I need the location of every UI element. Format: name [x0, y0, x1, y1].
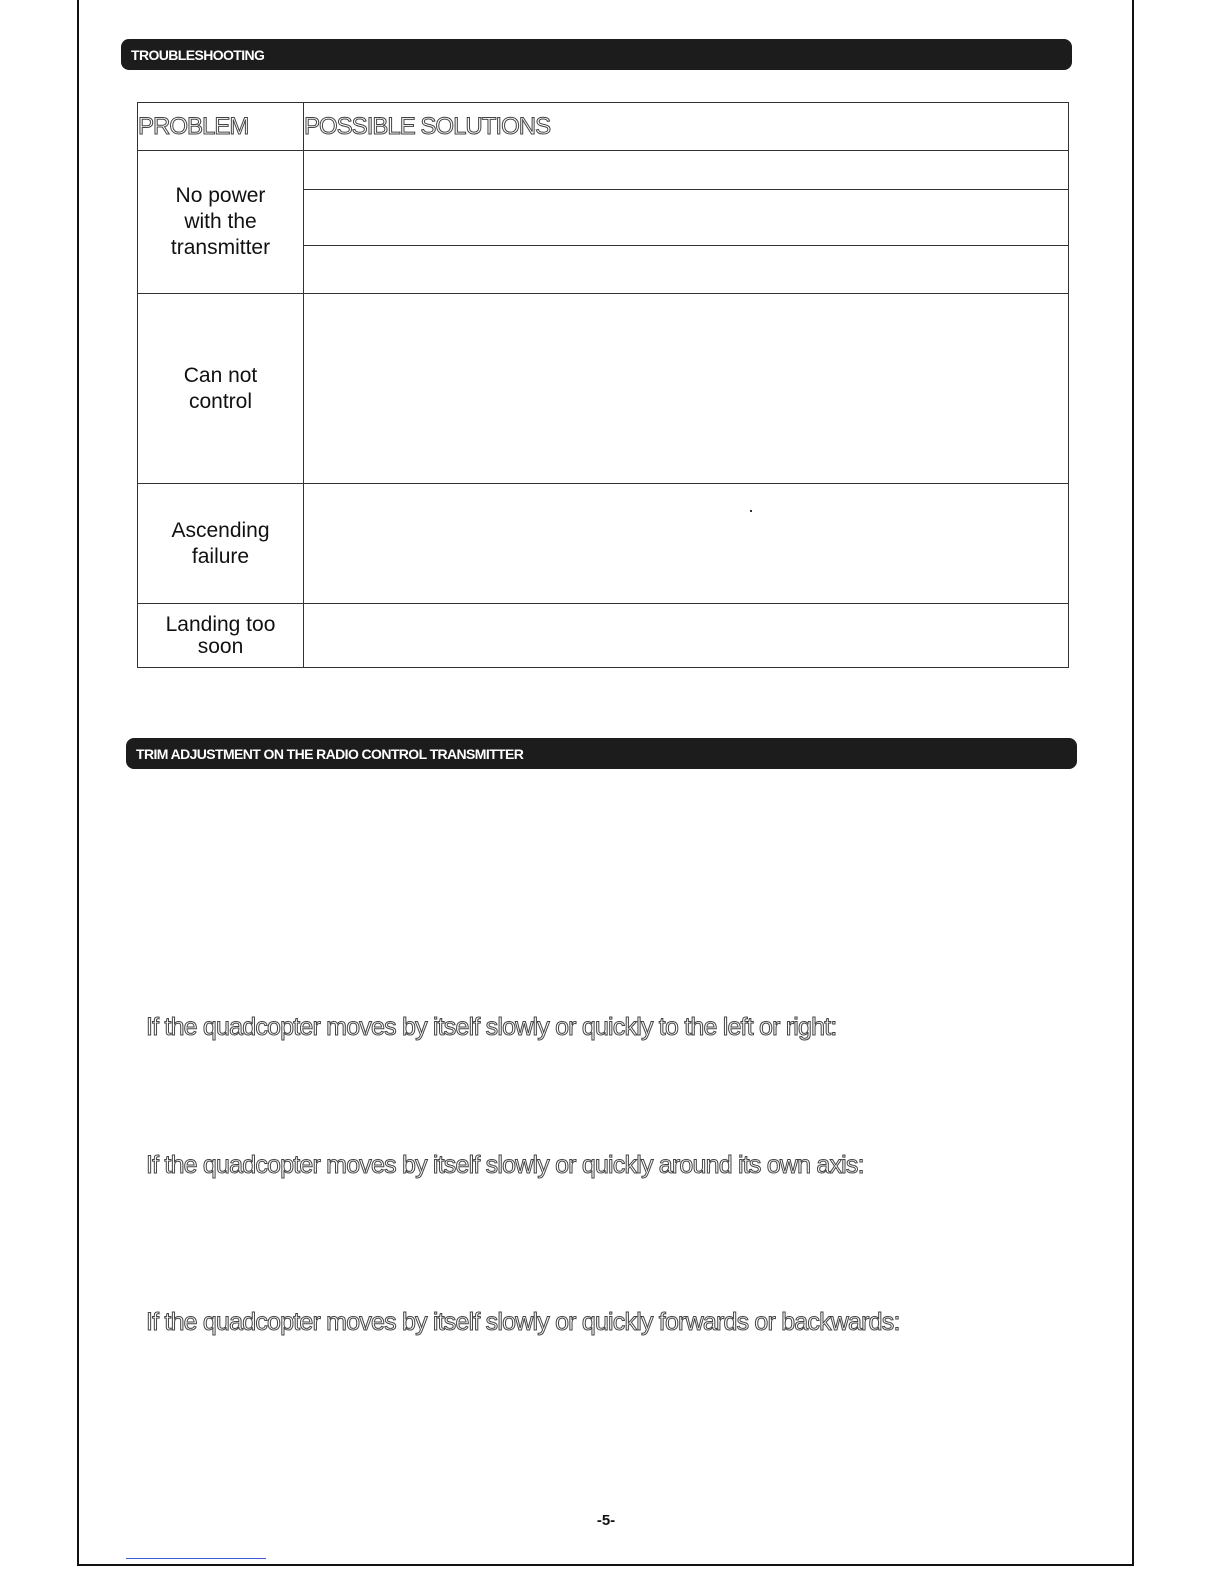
problem-no-power	[138, 151, 304, 294]
problem-line: Ascending	[171, 518, 270, 542]
problem-line: with the	[184, 210, 257, 233]
page-number: -5-	[596, 1512, 616, 1529]
solution-cell	[304, 294, 1069, 484]
trim-forwards-backwards-heading: If the quadcopter moves by itself slowly or quickly forwards or backwards:	[146, 1308, 900, 1336]
problem-line: control	[188, 389, 253, 413]
troubleshooting-title: TROUBLESHOOTING	[131, 46, 265, 63]
table-row	[138, 294, 1069, 484]
trim-left-right-heading: If the quadcopter moves by itself slowly or quickly to the left or right:	[146, 1013, 837, 1041]
problem-line: soon	[197, 634, 244, 658]
problem-landing-too-soon	[138, 604, 304, 668]
table-row	[138, 604, 1069, 668]
problem-line: transmitter	[170, 236, 271, 259]
problem-line: Landing too	[165, 612, 276, 636]
header-solutions: POSSIBLE SOLUTIONS	[304, 103, 1069, 151]
troubleshooting-section-header	[121, 39, 1072, 70]
table-row	[138, 484, 1069, 604]
trim-own-axis-heading: If the quadcopter moves by itself slowly or quickly around its own axis:	[146, 1151, 864, 1179]
solution-cell	[304, 151, 1069, 190]
problem-ascending-failure	[138, 484, 304, 604]
solution-cell	[304, 246, 1069, 294]
table-header-row	[138, 103, 1069, 151]
trim-section-header	[126, 738, 1077, 769]
header-problem: PROBLEM	[138, 103, 304, 151]
troubleshooting-table	[137, 102, 1069, 668]
solution-cell	[304, 190, 1069, 246]
solution-cell	[304, 484, 1069, 604]
problem-line: Can not	[183, 363, 258, 387]
problem-can-not-control	[138, 294, 304, 484]
table-row	[138, 151, 1069, 190]
stray-dot	[750, 510, 752, 512]
problem-line: failure	[191, 544, 250, 568]
footer-link-underline	[126, 1558, 266, 1559]
solution-cell	[304, 604, 1069, 668]
trim-title: TRIM ADJUSTMENT ON THE RADIO CONTROL TRANSMITTER	[136, 745, 524, 762]
problem-line: No power	[175, 184, 266, 207]
